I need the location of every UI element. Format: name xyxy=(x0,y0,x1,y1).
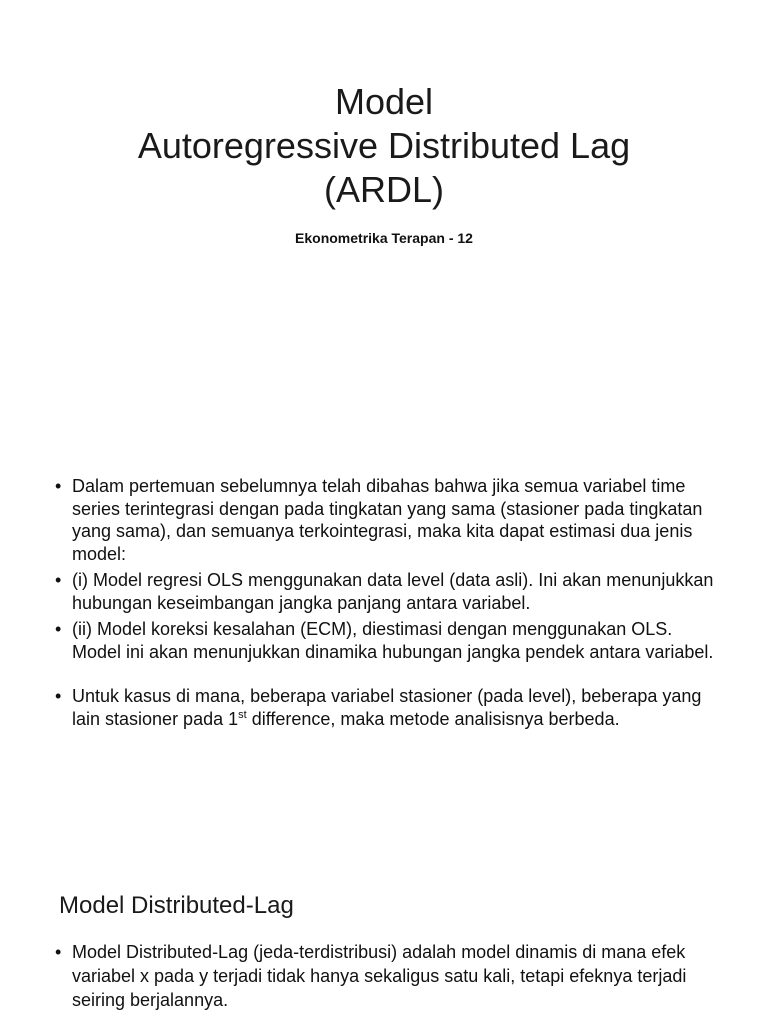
bullet-text: Untuk kasus di mana, beberapa variabel stasioner (pada level), beberapa yang lain stasioner pada 1 xyxy=(72,686,702,729)
bullet-list xyxy=(55,475,725,734)
bullet-text: difference, maka metode analisisnya berbeda. xyxy=(246,708,620,729)
bullet-item: • Model Distributed-Lag (jeda-terdistribusi) adalah model dinamis di mana efek variabel x pada y terjadi tidak hanya sekaligus satu kali, tetapi efeknya terjadi seiring berjalannya. xyxy=(55,940,735,1012)
title-line-2: Autoregressive Distributed Lag xyxy=(137,125,631,166)
slide-subtitle: Ekonometrika Terapan - 12 xyxy=(295,230,473,246)
section-heading: Model Distributed-Lag xyxy=(59,892,294,919)
ordinal-suffix: st xyxy=(238,708,247,721)
title-line-1: Model xyxy=(334,81,434,122)
slide-title xyxy=(0,0,768,440)
bullet-item: • (ii) Model koreksi kesalahan (ECM), diestimasi dengan menggunakan OLS. Model ini akan menunjukkan dinamika hubungan jangka pendek antara variabel. xyxy=(55,618,725,663)
title-line-3: (ARDL) xyxy=(323,169,444,210)
bullet-item: • (i) Model regresi OLS menggunakan data level (data asli). Ini akan menunjukkan hubungan keseimbangan jangka panjang antara variabel. xyxy=(55,569,725,614)
slide-title-heading xyxy=(0,80,768,212)
section-bullet-list xyxy=(55,940,735,1012)
bullet-item: • Dalam pertemuan sebelumnya telah dibahas bahwa jika semua variabel time series terintegrasi dengan pada tingkatan yang sama (stasioner pada tingkatan yang sama), dan semuanya terkointegrasi, maka kita dapat estimasi dua jenis model: xyxy=(55,475,725,565)
slide-content xyxy=(0,440,768,1024)
bullet-item xyxy=(55,685,725,730)
